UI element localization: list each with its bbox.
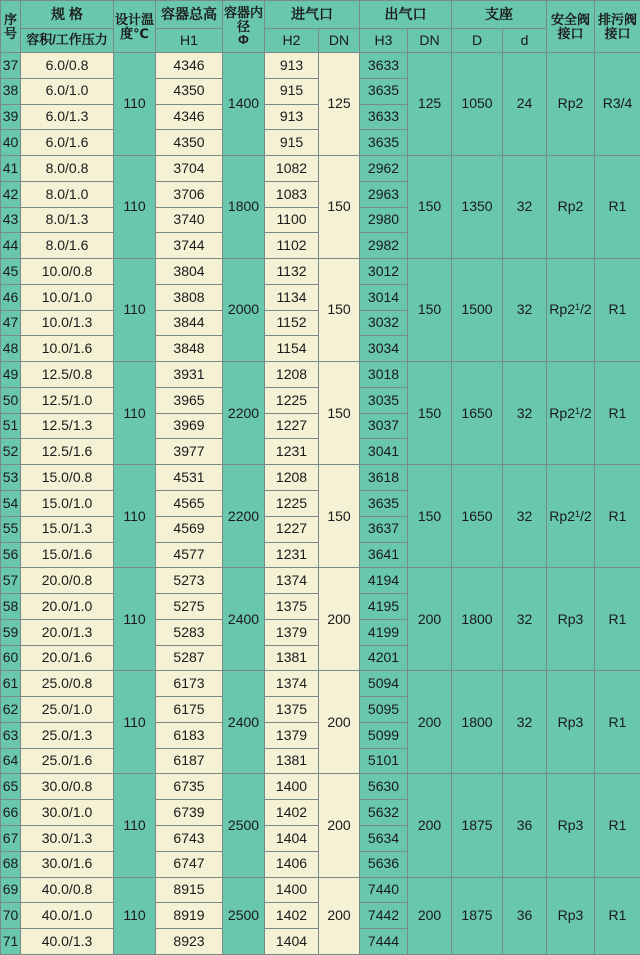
row-inlet-h2: 1225: [265, 387, 319, 413]
table-row: [1, 774, 640, 800]
safety-valve-text: Rp2: [549, 508, 575, 524]
group-diameter: 2400: [223, 568, 265, 671]
group-temp: 110: [114, 156, 156, 259]
table-row: [1, 671, 640, 697]
group-support-d: 36: [503, 774, 547, 877]
table-row: [1, 877, 640, 903]
safety-valve-tail: /2: [580, 508, 592, 524]
row-height-h1: 4350: [156, 78, 223, 104]
row-seq: 38: [1, 78, 21, 104]
header-seq: 序号: [1, 1, 21, 53]
row-height-h1: 3844: [156, 310, 223, 336]
row-spec: 25.0/0.8: [21, 671, 114, 697]
header-diameter-label: 容器内径: [224, 5, 263, 34]
row-outlet-h3: 3034: [360, 336, 408, 362]
row-height-h1: 3744: [156, 233, 223, 259]
row-outlet-h3: 5636: [360, 851, 408, 877]
row-spec: 20.0/1.3: [21, 619, 114, 645]
row-outlet-h3: 3635: [360, 78, 408, 104]
group-drain-valve: R1: [595, 877, 640, 954]
group-drain-valve: R1: [595, 465, 640, 568]
row-height-h1: 6735: [156, 774, 223, 800]
row-seq: 69: [1, 877, 21, 903]
row-spec: 25.0/1.3: [21, 722, 114, 748]
row-spec: 15.0/1.3: [21, 516, 114, 542]
header-spec-sub: 容积/工作压力: [21, 29, 114, 53]
row-seq: 48: [1, 336, 21, 362]
row-inlet-h2: 1404: [265, 825, 319, 851]
group-inlet-dn: 150: [319, 465, 360, 568]
row-height-h1: 4565: [156, 491, 223, 517]
row-seq: 53: [1, 465, 21, 491]
row-seq: 46: [1, 284, 21, 310]
table-row: [1, 362, 640, 388]
row-seq: 68: [1, 851, 21, 877]
row-height-h1: 5287: [156, 645, 223, 671]
row-seq: 62: [1, 697, 21, 723]
group-diameter: 2500: [223, 877, 265, 954]
row-spec: 20.0/1.6: [21, 645, 114, 671]
row-inlet-h2: 1381: [265, 748, 319, 774]
group-safety-valve: [547, 877, 595, 954]
row-outlet-h3: 5632: [360, 800, 408, 826]
row-outlet-h3: 7444: [360, 929, 408, 955]
row-height-h1: 3706: [156, 181, 223, 207]
group-safety-valve: [547, 259, 595, 362]
row-outlet-h3: 7440: [360, 877, 408, 903]
header-support-d: d: [503, 29, 547, 53]
table-row: [1, 568, 640, 594]
row-outlet-h3: 2980: [360, 207, 408, 233]
row-inlet-h2: 1227: [265, 516, 319, 542]
table-header: [1, 1, 640, 53]
group-temp: 110: [114, 671, 156, 774]
group-temp: 110: [114, 774, 156, 877]
row-outlet-h3: 3633: [360, 53, 408, 79]
row-outlet-h3: 3035: [360, 387, 408, 413]
header-diameter: [223, 1, 265, 53]
row-height-h1: 3704: [156, 156, 223, 182]
header-outlet-dn: DN: [408, 29, 452, 53]
row-seq: 40: [1, 130, 21, 156]
group-inlet-dn: 125: [319, 53, 360, 156]
row-inlet-h2: 1374: [265, 568, 319, 594]
row-outlet-h3: 5630: [360, 774, 408, 800]
row-inlet-h2: 1374: [265, 671, 319, 697]
row-inlet-h2: 1152: [265, 310, 319, 336]
row-outlet-h3: 5099: [360, 722, 408, 748]
row-spec: 12.5/1.3: [21, 413, 114, 439]
group-diameter: 2200: [223, 465, 265, 568]
row-outlet-h3: 3041: [360, 439, 408, 465]
row-inlet-h2: 1208: [265, 362, 319, 388]
safety-valve-sup: 1: [575, 302, 580, 312]
row-spec: 8.0/1.3: [21, 207, 114, 233]
row-seq: 37: [1, 53, 21, 79]
group-drain-valve: R1: [595, 362, 640, 465]
group-temp: 110: [114, 362, 156, 465]
group-support-D: 1350: [452, 156, 503, 259]
row-spec: 12.5/1.0: [21, 387, 114, 413]
row-outlet-h3: 3637: [360, 516, 408, 542]
row-spec: 30.0/1.0: [21, 800, 114, 826]
row-inlet-h2: 1225: [265, 491, 319, 517]
header-drain-valve: 排污阀接口: [595, 1, 640, 53]
header-h2: H2: [265, 29, 319, 53]
row-height-h1: 3977: [156, 439, 223, 465]
group-safety-valve: [547, 671, 595, 774]
safety-valve-sup: 1: [575, 406, 580, 416]
group-temp: 110: [114, 568, 156, 671]
safety-valve-text: Rp2: [558, 198, 584, 214]
row-height-h1: 8923: [156, 929, 223, 955]
row-height-h1: 3740: [156, 207, 223, 233]
row-inlet-h2: 1400: [265, 877, 319, 903]
row-spec: 30.0/1.6: [21, 851, 114, 877]
row-seq: 43: [1, 207, 21, 233]
row-outlet-h3: 5634: [360, 825, 408, 851]
group-outlet-dn: 150: [408, 362, 452, 465]
group-temp: 110: [114, 465, 156, 568]
row-seq: 50: [1, 387, 21, 413]
row-inlet-h2: 1134: [265, 284, 319, 310]
group-support-D: 1650: [452, 465, 503, 568]
group-support-d: 24: [503, 53, 547, 156]
row-height-h1: 8919: [156, 903, 223, 929]
row-height-h1: 6739: [156, 800, 223, 826]
row-height-h1: 6747: [156, 851, 223, 877]
row-height-h1: 4346: [156, 53, 223, 79]
row-inlet-h2: 1132: [265, 259, 319, 285]
row-seq: 54: [1, 491, 21, 517]
row-height-h1: 6183: [156, 722, 223, 748]
group-outlet-dn: 150: [408, 259, 452, 362]
group-safety-valve: [547, 362, 595, 465]
row-seq: 61: [1, 671, 21, 697]
group-support-D: 1650: [452, 362, 503, 465]
group-temp: 110: [114, 877, 156, 954]
group-drain-valve: R1: [595, 774, 640, 877]
row-outlet-h3: 2963: [360, 181, 408, 207]
row-inlet-h2: 1231: [265, 542, 319, 568]
row-spec: 20.0/0.8: [21, 568, 114, 594]
header-h3: H3: [360, 29, 408, 53]
group-drain-valve: R1: [595, 259, 640, 362]
row-spec: 15.0/1.0: [21, 491, 114, 517]
row-height-h1: 3808: [156, 284, 223, 310]
row-height-h1: 3969: [156, 413, 223, 439]
row-outlet-h3: 3635: [360, 130, 408, 156]
row-outlet-h3: 3633: [360, 104, 408, 130]
group-inlet-dn: 200: [319, 671, 360, 774]
table-row: [1, 465, 640, 491]
row-inlet-h2: 913: [265, 53, 319, 79]
row-spec: 15.0/0.8: [21, 465, 114, 491]
row-inlet-h2: 1381: [265, 645, 319, 671]
header-outlet: 出气口: [360, 1, 452, 29]
safety-valve-text: Rp2: [549, 301, 575, 317]
table-row: [1, 259, 640, 285]
row-height-h1: 4346: [156, 104, 223, 130]
row-spec: 8.0/1.0: [21, 181, 114, 207]
row-height-h1: 4569: [156, 516, 223, 542]
group-inlet-dn: 150: [319, 362, 360, 465]
safety-valve-text: Rp2: [549, 405, 575, 421]
group-support-d: 32: [503, 259, 547, 362]
row-height-h1: 6187: [156, 748, 223, 774]
row-seq: 60: [1, 645, 21, 671]
group-inlet-dn: 150: [319, 156, 360, 259]
row-inlet-h2: 1083: [265, 181, 319, 207]
row-inlet-h2: 1375: [265, 697, 319, 723]
group-inlet-dn: 200: [319, 774, 360, 877]
row-seq: 47: [1, 310, 21, 336]
group-support-D: 1800: [452, 568, 503, 671]
row-spec: 6.0/1.3: [21, 104, 114, 130]
group-diameter: 2000: [223, 259, 265, 362]
group-support-d: 32: [503, 465, 547, 568]
group-support-d: 32: [503, 156, 547, 259]
row-height-h1: 5275: [156, 594, 223, 620]
safety-valve-tail: /2: [580, 405, 592, 421]
header-inlet-dn: DN: [319, 29, 360, 53]
row-seq: 44: [1, 233, 21, 259]
row-spec: 25.0/1.0: [21, 697, 114, 723]
row-height-h1: 4577: [156, 542, 223, 568]
group-support-d: 32: [503, 568, 547, 671]
row-seq: 55: [1, 516, 21, 542]
group-support-D: 1875: [452, 774, 503, 877]
group-safety-valve: [547, 156, 595, 259]
row-spec: 30.0/0.8: [21, 774, 114, 800]
row-height-h1: 5283: [156, 619, 223, 645]
row-inlet-h2: 1379: [265, 722, 319, 748]
row-outlet-h3: 4201: [360, 645, 408, 671]
row-spec: 12.5/1.6: [21, 439, 114, 465]
row-spec: 25.0/1.6: [21, 748, 114, 774]
group-drain-valve: R1: [595, 156, 640, 259]
header-support: 支座: [452, 1, 547, 29]
row-height-h1: 3804: [156, 259, 223, 285]
row-outlet-h3: 5095: [360, 697, 408, 723]
row-spec: 40.0/1.3: [21, 929, 114, 955]
group-safety-valve: [547, 53, 595, 156]
row-outlet-h3: 3641: [360, 542, 408, 568]
row-seq: 64: [1, 748, 21, 774]
row-inlet-h2: 1082: [265, 156, 319, 182]
row-spec: 20.0/1.0: [21, 594, 114, 620]
group-inlet-dn: 200: [319, 877, 360, 954]
row-inlet-h2: 1208: [265, 465, 319, 491]
group-outlet-dn: 125: [408, 53, 452, 156]
row-seq: 51: [1, 413, 21, 439]
row-outlet-h3: 4195: [360, 594, 408, 620]
row-seq: 41: [1, 156, 21, 182]
row-seq: 71: [1, 929, 21, 955]
row-outlet-h3: 2962: [360, 156, 408, 182]
header-height: 容器总高: [156, 1, 223, 29]
group-drain-valve: R1: [595, 671, 640, 774]
row-outlet-h3: 4194: [360, 568, 408, 594]
row-inlet-h2: 1102: [265, 233, 319, 259]
row-height-h1: 6743: [156, 825, 223, 851]
row-outlet-h3: 2982: [360, 233, 408, 259]
row-seq: 57: [1, 568, 21, 594]
group-safety-valve: [547, 568, 595, 671]
row-height-h1: 6173: [156, 671, 223, 697]
header-height-sub: H1: [156, 29, 223, 53]
row-spec: 10.0/0.8: [21, 259, 114, 285]
row-outlet-h3: 3018: [360, 362, 408, 388]
row-seq: 45: [1, 259, 21, 285]
group-support-D: 1050: [452, 53, 503, 156]
row-inlet-h2: 915: [265, 130, 319, 156]
table-row: [1, 156, 640, 182]
group-support-d: 36: [503, 877, 547, 954]
group-temp: 110: [114, 53, 156, 156]
safety-valve-sup: 1: [575, 509, 580, 519]
header-safety-valve: 安全阀接口: [547, 1, 595, 53]
row-inlet-h2: 1154: [265, 336, 319, 362]
row-outlet-h3: 5101: [360, 748, 408, 774]
table-row: [1, 53, 640, 79]
group-diameter: 1800: [223, 156, 265, 259]
row-spec: 6.0/1.0: [21, 78, 114, 104]
row-seq: 66: [1, 800, 21, 826]
group-drain-valve: R3/4: [595, 53, 640, 156]
row-height-h1: 5273: [156, 568, 223, 594]
row-inlet-h2: 1379: [265, 619, 319, 645]
group-temp: 110: [114, 259, 156, 362]
row-outlet-h3: 3014: [360, 284, 408, 310]
group-support-D: 1875: [452, 877, 503, 954]
row-height-h1: 4531: [156, 465, 223, 491]
row-inlet-h2: 1231: [265, 439, 319, 465]
row-seq: 39: [1, 104, 21, 130]
row-spec: 10.0/1.3: [21, 310, 114, 336]
row-outlet-h3: 3618: [360, 465, 408, 491]
header-support-D: D: [452, 29, 503, 53]
row-height-h1: 6175: [156, 697, 223, 723]
group-support-d: 32: [503, 362, 547, 465]
row-seq: 65: [1, 774, 21, 800]
row-spec: 8.0/1.6: [21, 233, 114, 259]
row-inlet-h2: 913: [265, 104, 319, 130]
row-inlet-h2: 1227: [265, 413, 319, 439]
row-spec: 12.5/0.8: [21, 362, 114, 388]
row-seq: 56: [1, 542, 21, 568]
group-outlet-dn: 200: [408, 877, 452, 954]
row-seq: 59: [1, 619, 21, 645]
safety-valve-text: Rp3: [558, 907, 584, 923]
row-outlet-h3: 4199: [360, 619, 408, 645]
row-seq: 52: [1, 439, 21, 465]
group-outlet-dn: 150: [408, 156, 452, 259]
row-inlet-h2: 1406: [265, 851, 319, 877]
row-spec: 40.0/1.0: [21, 903, 114, 929]
row-inlet-h2: 1402: [265, 800, 319, 826]
group-outlet-dn: 200: [408, 671, 452, 774]
row-inlet-h2: 1402: [265, 903, 319, 929]
group-outlet-dn: 200: [408, 568, 452, 671]
row-height-h1: 4350: [156, 130, 223, 156]
row-height-h1: 3848: [156, 336, 223, 362]
group-inlet-dn: 150: [319, 259, 360, 362]
row-seq: 70: [1, 903, 21, 929]
group-diameter: 1400: [223, 53, 265, 156]
group-diameter: 2200: [223, 362, 265, 465]
group-outlet-dn: 200: [408, 774, 452, 877]
row-inlet-h2: 1100: [265, 207, 319, 233]
header-temp: 设计温度℃: [114, 1, 156, 53]
safety-valve-text: Rp3: [558, 817, 584, 833]
group-support-d: 32: [503, 671, 547, 774]
group-outlet-dn: 150: [408, 465, 452, 568]
group-diameter: 2400: [223, 671, 265, 774]
row-seq: 49: [1, 362, 21, 388]
group-drain-valve: R1: [595, 568, 640, 671]
group-diameter: 2500: [223, 774, 265, 877]
safety-valve-text: Rp3: [558, 611, 584, 627]
row-outlet-h3: 7442: [360, 903, 408, 929]
row-spec: 10.0/1.0: [21, 284, 114, 310]
safety-valve-text: Rp2: [558, 95, 584, 111]
table-body: [1, 53, 640, 955]
header-spec: 规 格: [21, 1, 114, 29]
row-seq: 42: [1, 181, 21, 207]
group-inlet-dn: 200: [319, 568, 360, 671]
row-inlet-h2: 915: [265, 78, 319, 104]
row-height-h1: 3965: [156, 387, 223, 413]
row-outlet-h3: 3012: [360, 259, 408, 285]
row-inlet-h2: 1400: [265, 774, 319, 800]
row-spec: 6.0/1.6: [21, 130, 114, 156]
row-seq: 63: [1, 722, 21, 748]
group-safety-valve: [547, 465, 595, 568]
row-spec: 30.0/1.3: [21, 825, 114, 851]
row-spec: 6.0/0.8: [21, 53, 114, 79]
row-spec: 15.0/1.6: [21, 542, 114, 568]
row-outlet-h3: 3032: [360, 310, 408, 336]
row-outlet-h3: 3037: [360, 413, 408, 439]
group-support-D: 1500: [452, 259, 503, 362]
group-safety-valve: [547, 774, 595, 877]
row-inlet-h2: 1404: [265, 929, 319, 955]
row-height-h1: 3931: [156, 362, 223, 388]
row-inlet-h2: 1375: [265, 594, 319, 620]
safety-valve-text: Rp3: [558, 714, 584, 730]
row-spec: 10.0/1.6: [21, 336, 114, 362]
row-height-h1: 8915: [156, 877, 223, 903]
safety-valve-tail: /2: [580, 301, 592, 317]
row-outlet-h3: 5094: [360, 671, 408, 697]
row-spec: 8.0/0.8: [21, 156, 114, 182]
group-support-D: 1800: [452, 671, 503, 774]
row-seq: 67: [1, 825, 21, 851]
header-diameter-symbol: Φ: [238, 32, 249, 47]
header-inlet: 进气口: [265, 1, 360, 29]
row-outlet-h3: 3635: [360, 491, 408, 517]
row-seq: 58: [1, 594, 21, 620]
row-spec: 40.0/0.8: [21, 877, 114, 903]
